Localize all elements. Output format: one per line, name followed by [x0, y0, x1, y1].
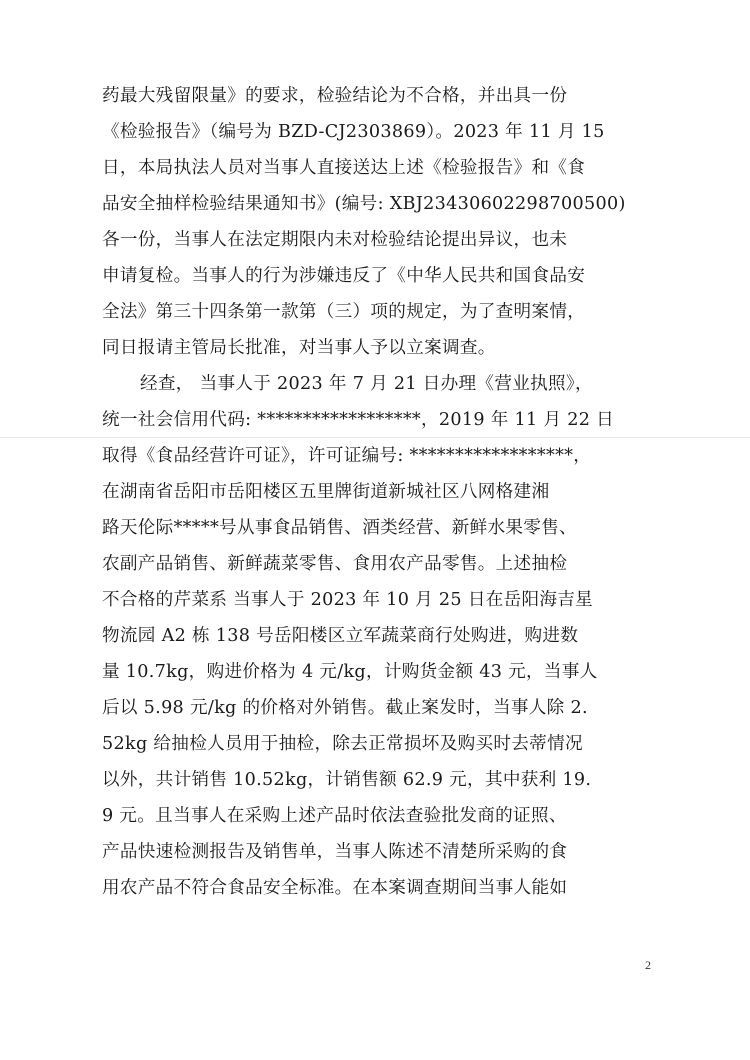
text-line: 申请复检。当事人的行为涉嫌违反了《中华人民共和国食品安	[102, 266, 586, 286]
text-line: 52kg 给抽检人员用于抽检，除去正常损坏及购买时去蒂情况	[102, 734, 583, 754]
text-line: 9 元。且当事人在采购上述产品时依法查验批发商的证照、	[102, 806, 567, 826]
text-line: 不合格的芹菜系 当事人于 2023 年 10 月 25 日在岳阳海吉星	[102, 590, 594, 610]
text-line: 《检验报告》（编号为 BZD-CJ2303869）。2023 年 11 月 15	[102, 122, 605, 142]
text-line: 路天伦际*****号从事食品销售、酒类经营、新鲜水果零售、	[102, 518, 577, 538]
text-line: 品安全抽样检验结果通知书》(编号: XBJ23430602298700500)	[102, 194, 626, 214]
text-line: 产品快速检测报告及销售单，当事人陈述不清楚所采购的食	[102, 842, 568, 862]
text-line: 在湖南省岳阳市岳阳楼区五里牌街道新城社区八网格建湘	[102, 482, 550, 502]
text-line: 各一份，当事人在法定期限内未对检验结论提出异议，也未	[102, 230, 568, 250]
text-line: 取得《食品经营许可证》，许可证编号: ******************，	[102, 446, 592, 466]
text-line: 以外，共计销售 10.52kg，计销售额 62.9 元，其中获利 19.	[102, 770, 592, 790]
page-number: 2	[645, 958, 651, 972]
text-line: 用农产品不符合食品安全标准。在本案调查期间当事人能如	[102, 878, 568, 898]
text-line: 日，本局执法人员对当事人直接送达上述《检验报告》和《食	[102, 158, 586, 178]
text-line: 全法》第三十四条第一款第（三）项的规定，为了查明案情，	[102, 302, 586, 322]
text-line: 量 10.7kg，购进价格为 4 元/kg，计购货金额 43 元，当事人	[102, 662, 598, 682]
text-line: 农副产品销售、新鲜蔬菜零售、食用农产品零售。上述抽检	[102, 554, 568, 574]
document-body	[102, 78, 662, 906]
text-line: 统一社会信用代码: ******************，2019 年 11 月 22 日	[102, 410, 615, 430]
text-line: 同日报请主管局长批准，对当事人予以立案调查。	[102, 338, 496, 358]
text-line: 药最大残留限量》的要求，检验结论为不合格，并出具一份	[102, 86, 568, 106]
text-line: 物流园 A2 栋 138 号岳阳楼区立军蔬菜商行处购进，购进数	[102, 626, 579, 646]
text-line: 后以 5.98 元/kg 的价格对外销售。截止案发时，当事人除 2.	[102, 698, 588, 718]
paragraph-start-line: 经查， 当事人于 2023 年 7 月 21 日办理《营业执照》，	[140, 374, 593, 394]
